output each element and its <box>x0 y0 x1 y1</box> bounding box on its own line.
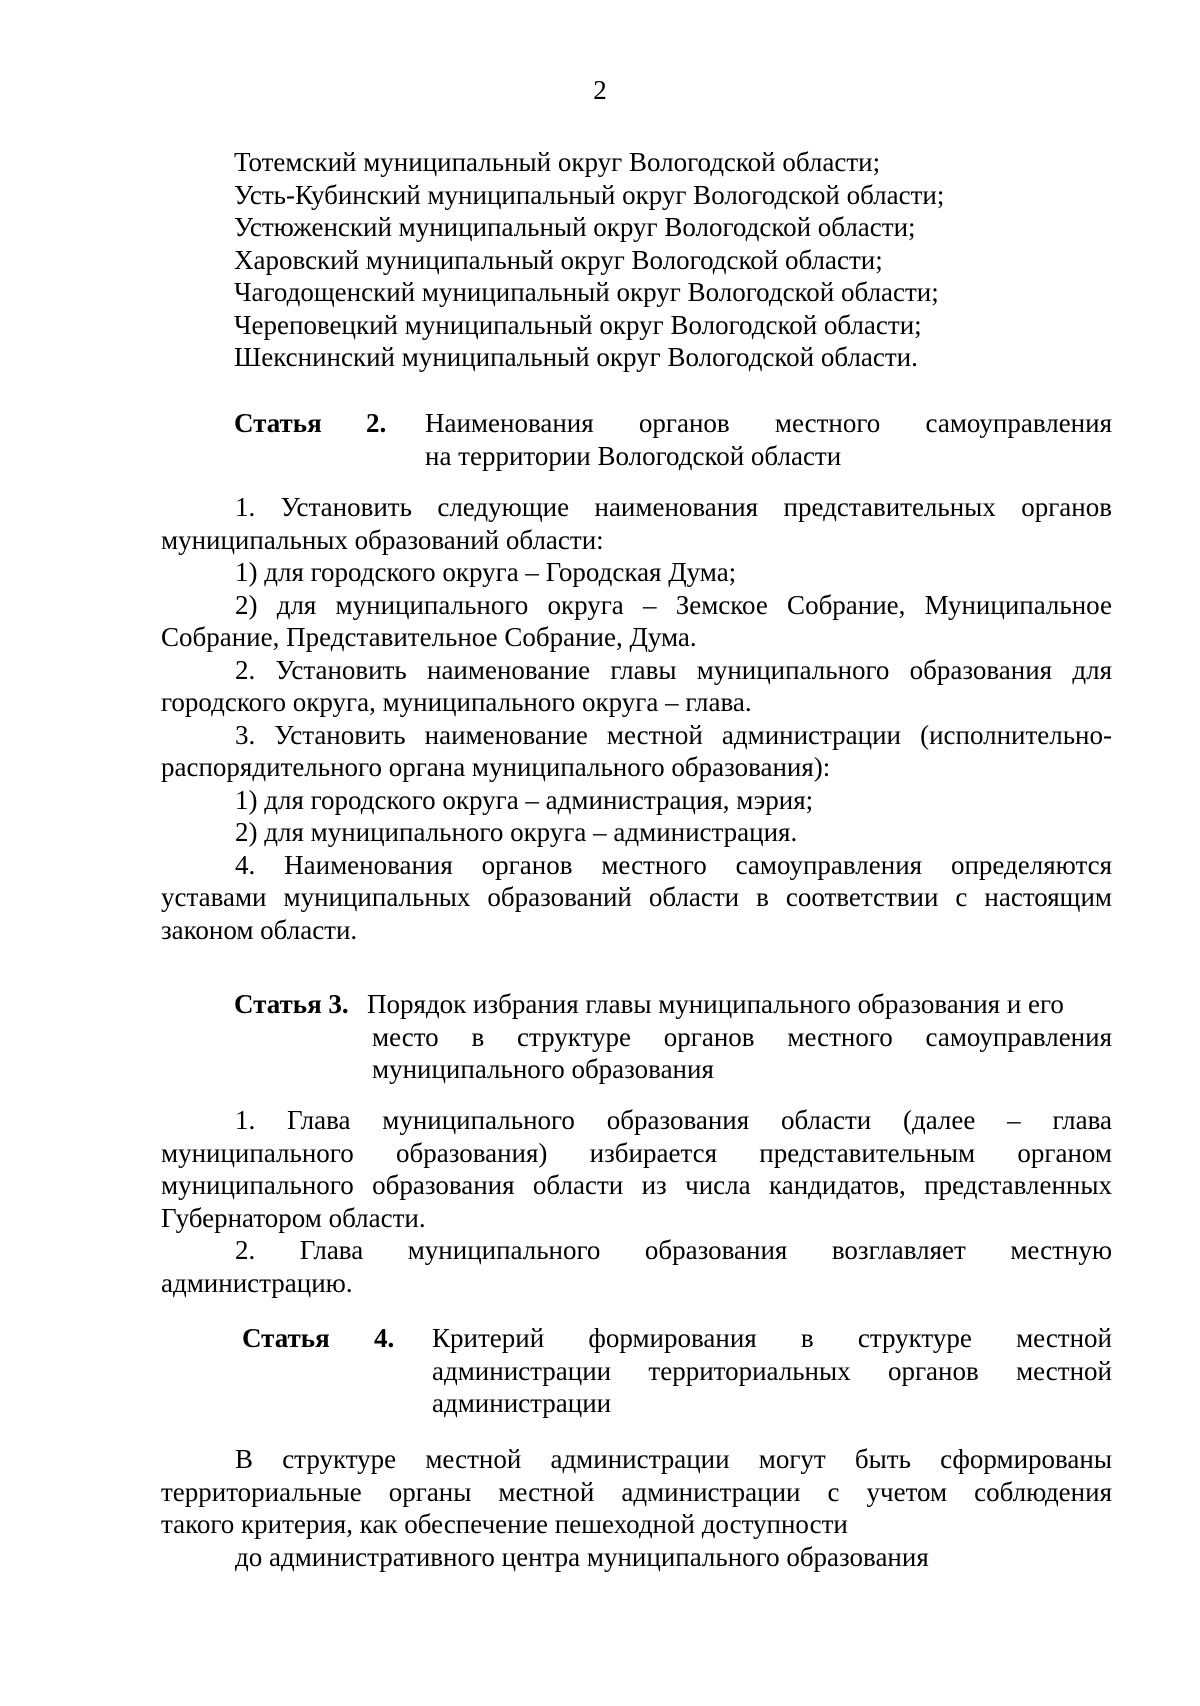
list-item: Шекснинский муниципальный округ Вологодской области. <box>234 342 918 372</box>
paragraph-line: до административного центра муниципального образования <box>235 1541 929 1572</box>
paragraph-line: 1) для городского округа – администрация, мэрия; <box>235 784 814 815</box>
article-3-title-line: место в структуре органов местного самоуправления <box>372 1021 1112 1052</box>
paragraph-line: 2) для муниципального округа – Земское Собрание, Муниципальное <box>235 589 1112 620</box>
article-3-label: Статья 3. <box>234 989 349 1019</box>
article-4-body <box>161 1443 1112 1573</box>
paragraph-line: 2. Глава муниципального образования возглавляет местную <box>235 1235 1112 1265</box>
article-3-title-line: Порядок избрания главы муниципального образования и его <box>367 989 1064 1019</box>
article-3-title <box>367 988 1112 1021</box>
article-4-title-line: администрации <box>432 1388 612 1418</box>
paragraph-line: городского округа, муниципального округа – глава. <box>161 687 752 717</box>
article-2-title <box>425 407 1112 472</box>
paragraph-line: законом области. <box>161 914 358 945</box>
article-3-body <box>161 1104 1112 1299</box>
article-2-title-line: на территории Вологодской области <box>425 440 842 471</box>
paragraph-line: распорядительного органа муниципального образования): <box>161 752 831 782</box>
article-2-heading <box>234 407 1112 473</box>
paragraph-line: администрацию. <box>161 1267 353 1298</box>
paragraph-line: 1) для городского округа – Городская Дума; <box>235 557 737 587</box>
page-number: 2 <box>593 75 607 105</box>
paragraph-line: муниципального образования области из числа кандидатов, представленных <box>161 1170 1112 1200</box>
article-2-body <box>161 491 1112 946</box>
paragraph-line: 3. Установить наименование местной администрации (исполнительно- <box>235 719 1112 750</box>
article-4-title <box>432 1322 1112 1420</box>
paragraph-line: муниципальных образований области: <box>161 524 604 555</box>
article-2-label-number: 2. <box>366 408 387 438</box>
article-4-label-word: Статья <box>242 1323 330 1353</box>
paragraph-line: такого критерия, как обеспечение пешеходной доступности <box>161 1509 848 1539</box>
paragraph-line: В структуре местной администрации могут быть сформированы <box>235 1444 1112 1474</box>
paragraph-line: Губернатором области. <box>161 1202 426 1233</box>
article-3-title-cont <box>372 1021 1112 1086</box>
article-3-heading <box>234 988 1112 1088</box>
paragraph-line: уставами муниципальных образований области в соответствии с настоящим <box>161 882 1112 912</box>
list-item: Череповецкий муниципальный округ Вологодской области; <box>234 309 922 340</box>
article-4-title-line: администрации территориальных органов местной <box>432 1355 1112 1386</box>
paragraph-line: 2. Установить наименование главы муниципального образования для <box>235 654 1112 685</box>
district-list <box>234 146 1134 374</box>
paragraph-line: 1. Установить следующие наименования представительных органов <box>235 492 1112 522</box>
paragraph-line: 4. Наименования органов местного самоуправления определяются <box>235 849 1112 880</box>
article-3-title-line: муниципального образования <box>372 1054 714 1084</box>
list-item: Харовский муниципальный округ Вологодской области; <box>234 244 883 275</box>
paragraph-line: Собрание, Представительное Собрание, Дума. <box>161 622 697 652</box>
article-4-label-number: 4. <box>374 1323 395 1353</box>
paragraph-line: территориальные органы местной администрации с учетом соблюдения <box>161 1476 1112 1507</box>
paragraph-line: 1. Глава муниципального образования области (далее – глава <box>235 1105 1112 1135</box>
article-4-heading <box>242 1322 1112 1422</box>
article-2-label-word: Статья <box>234 408 322 438</box>
paragraph-line: муниципального образования) избирается представительным органом <box>161 1137 1112 1168</box>
list-item: Устюженский муниципальный округ Вологодской области; <box>234 212 916 242</box>
list-item: Усть-Кубинский муниципальный округ Вологодской области; <box>234 179 945 210</box>
article-4-title-line: Критерий формирования в структуре местной <box>432 1323 1112 1353</box>
list-item: Чагодощенский муниципальный округ Вологодской области; <box>234 277 939 307</box>
article-2-title-line: Наименования органов местного самоуправления <box>425 408 1112 438</box>
paragraph-line: 2) для муниципального округа – администрация. <box>235 817 798 847</box>
list-item: Тотемский муниципальный округ Вологодской области; <box>234 147 881 177</box>
